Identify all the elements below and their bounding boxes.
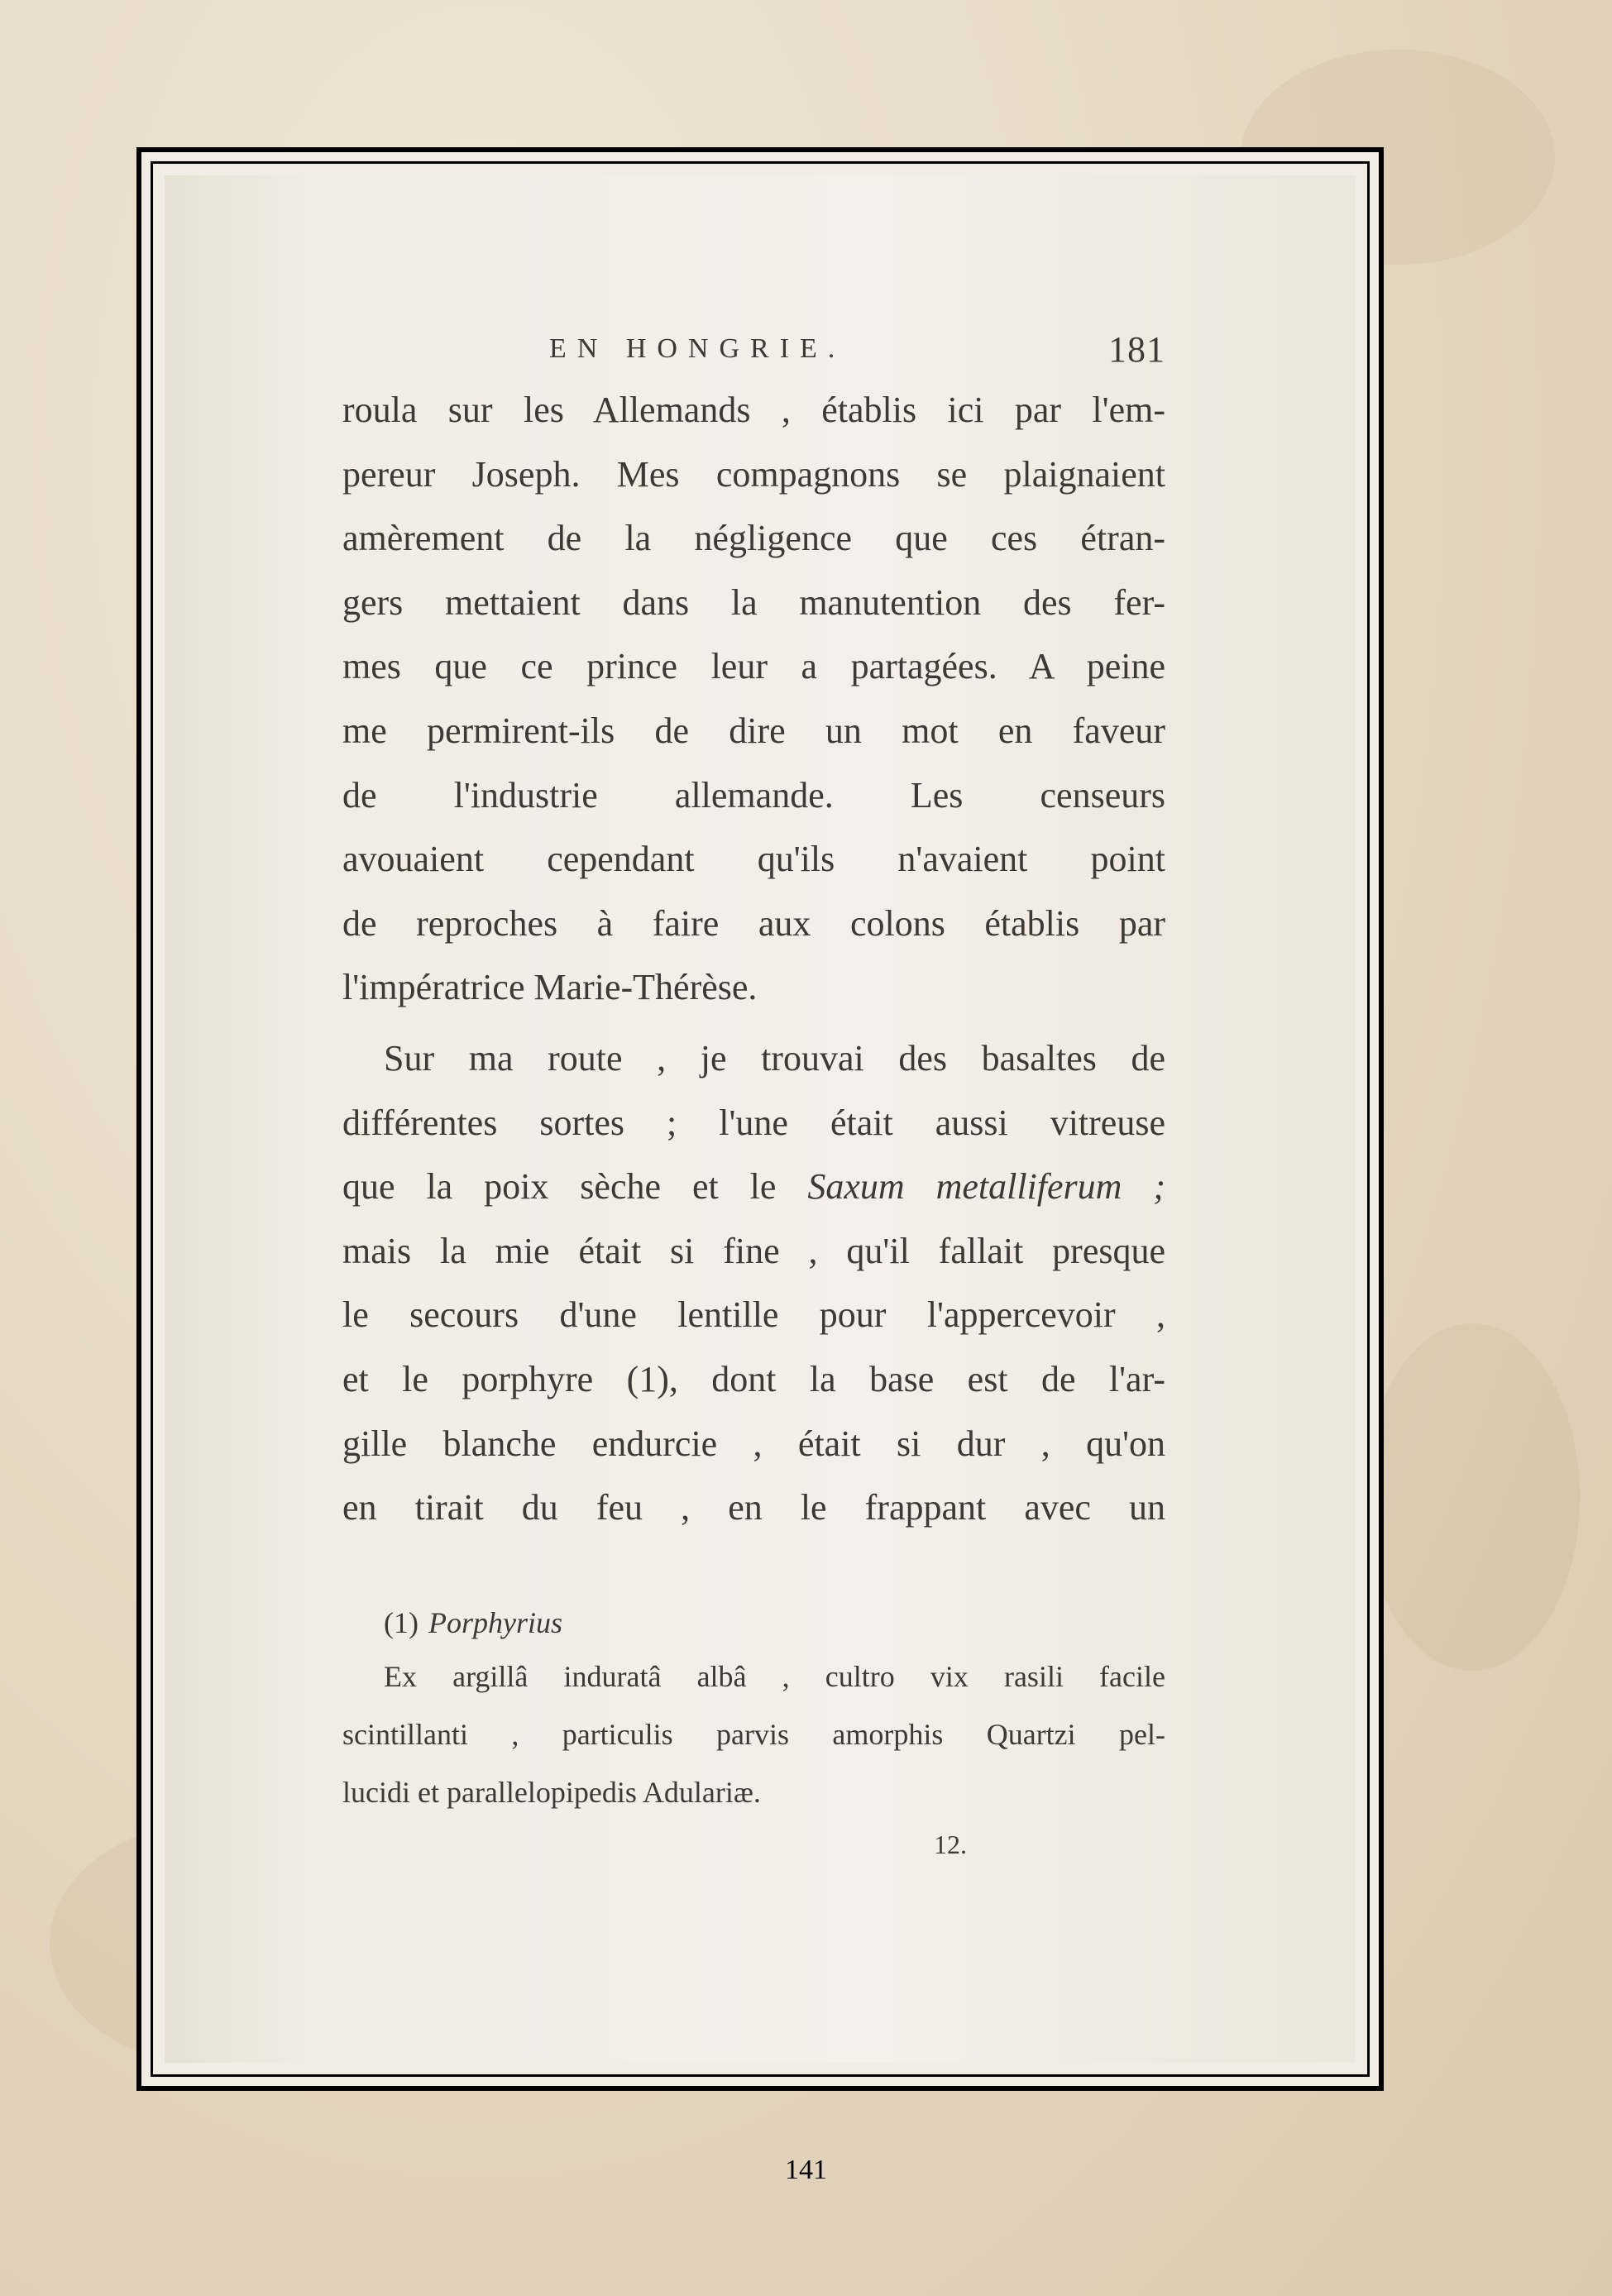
- italic-term: Saxum metalliferum ;: [807, 1166, 1166, 1208]
- text-line: amèrement de la négligence que ces étran-: [342, 518, 1165, 559]
- paper-stain: [1365, 1323, 1580, 1671]
- text-line: me permirent-ils de dire un mot en faveur: [342, 710, 1165, 751]
- page-frame: [136, 147, 1384, 2091]
- running-head-page-number: 181: [1108, 329, 1165, 370]
- signature-mark: 12.: [934, 1829, 967, 1859]
- paragraph: [342, 1026, 1165, 1540]
- text-line: mes que ce prince leur a partagées. A peine: [342, 646, 1165, 687]
- text-line: avouaient cependant qu'ils n'avaient point: [342, 839, 1165, 880]
- text-line: l'impératrice Marie-Thérèse.: [342, 967, 758, 1008]
- text-line: de reproches à faire aux colons établis par: [342, 902, 1165, 944]
- text-run: que la poix sèche et le: [342, 1166, 808, 1208]
- footnote-line: Ex argillâ induratâ albâ , cultro vix rasili facile: [384, 1659, 1165, 1693]
- footnote-line: scintillanti , particulis parvis amorphis Quartzi pel-: [342, 1717, 1165, 1751]
- text-line: mais la mie était si fine , qu'il fallait presque: [342, 1230, 1165, 1271]
- footnote-term: Porphyrius: [428, 1605, 562, 1639]
- paragraph: [342, 378, 1165, 1020]
- footnote-marker: (1): [384, 1605, 419, 1639]
- text-line: pereur Joseph. Mes compagnons se plaignaient: [342, 453, 1165, 495]
- text-line: différentes sortes ; l'une était aussi vitreuse: [342, 1102, 1165, 1143]
- scanned-page: [165, 175, 1356, 2063]
- footnote: [342, 1598, 1165, 1860]
- text-line: roula sur les Allemands , établis ici par l'em-: [342, 390, 1165, 430]
- running-head: [342, 328, 1165, 378]
- text-line: Sur ma route , je trouvai des basaltes de: [384, 1037, 1165, 1079]
- text-line: le secours d'une lentille pour l'appercevoir ,: [342, 1294, 1165, 1336]
- text-line: et le porphyre (1), dont la base est de l'ar-: [342, 1358, 1165, 1399]
- text-line: de l'industrie allemande. Les censeurs: [342, 774, 1165, 816]
- page-number: 141: [785, 2155, 827, 2185]
- page-content: [342, 328, 1165, 1860]
- footnote-heading: [342, 1598, 1165, 1648]
- text-line: gille blanche endurcie , était si dur , qu'on: [342, 1423, 1165, 1464]
- text-line: en tirait du feu , en le frappant avec un: [342, 1487, 1165, 1528]
- text-line: [342, 1155, 1165, 1219]
- text-line: gers mettaient dans la manutention des fer-: [342, 581, 1165, 623]
- footnote-line: lucidi et parallelopipedis Adulariæ.: [342, 1775, 761, 1809]
- running-head-title: EN HONGRIE.: [549, 333, 846, 364]
